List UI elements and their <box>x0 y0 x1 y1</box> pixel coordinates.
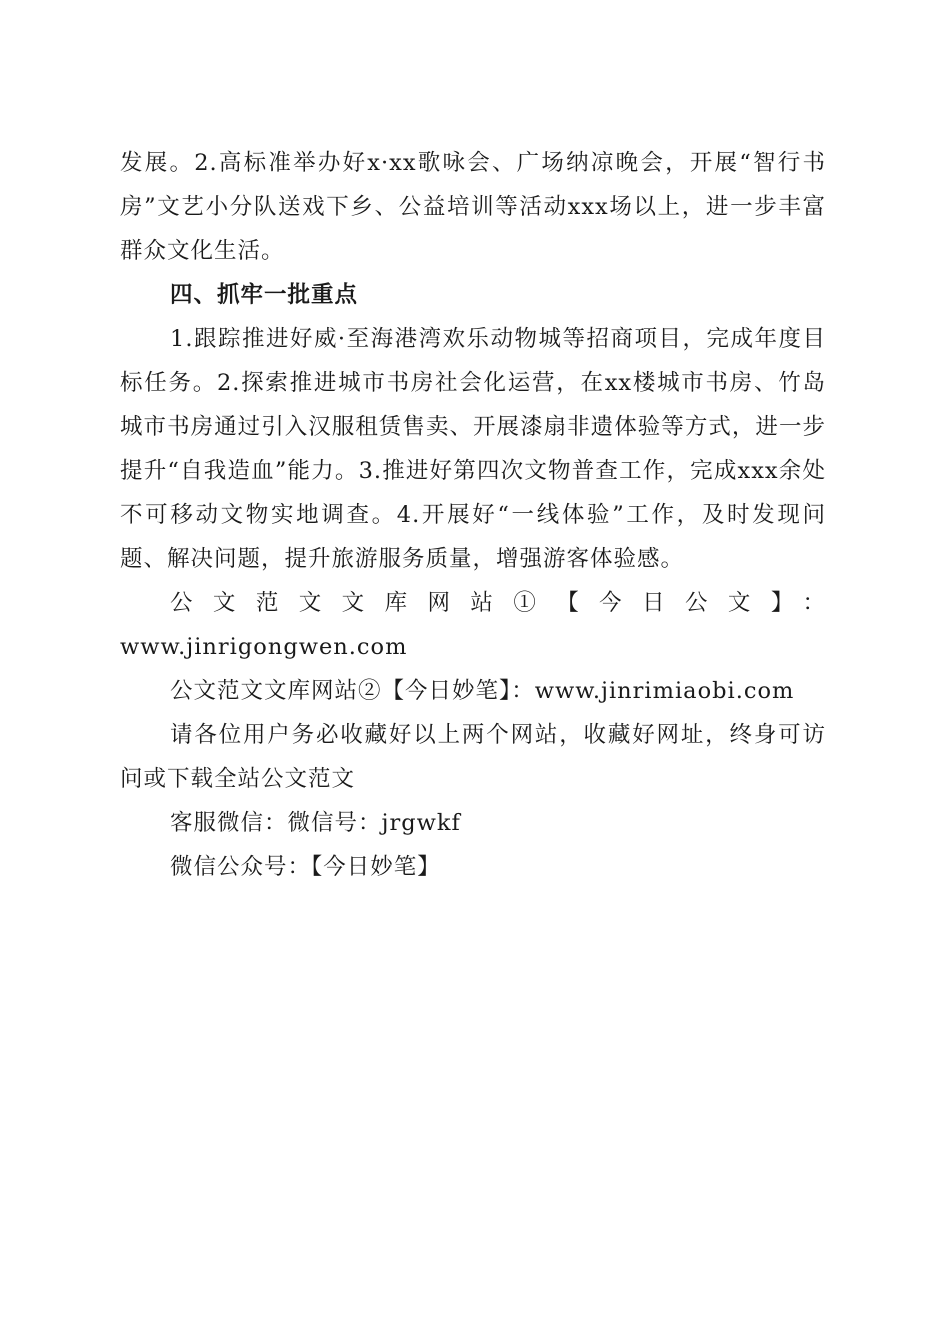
wechat-official-account: 微信公众号：【今日妙笔】 <box>170 854 441 880</box>
site1-label: 公文范文文库网站①【今日公文】： <box>170 590 826 616</box>
paragraph-key-points: 1.跟踪推进好威·至海港湾欢乐动物城等招商项目，完成年度目标任务。2.探索推进城市书房社会化运营，在xx楼城市书房、竹岛城市书房通过引入汉服租赁售卖、开展漆扇非遗体验等方式，进一步提升“自我造血”能力。3.推进好第四次文物普查工作，完成xxx余处不可移动文物实地调查。4.开展好“一线体验”工作，及时发现问题、解决问题，提升旅游服务质量，增强游客体验感。 <box>120 326 826 572</box>
site1-url[interactable]: www.jinrigongwen.com <box>120 634 408 660</box>
paragraph-continuation: 发展。2.高标准举办好x·xx歌咏会、广场纳凉晚会，开展“智行书房”文艺小分队送戏下乡、公益培训等活动xxx场以上，进一步丰富群众文化生活。 <box>120 150 826 264</box>
section-heading: 四、抓牢一批重点 <box>170 282 359 308</box>
document-body <box>120 141 826 889</box>
customer-service-wechat: 客服微信：微信号：jrgwkf <box>170 810 461 836</box>
reminder-text: 请各位用户务必收藏好以上两个网站，收藏好网址，终身可访问或下载全站公文范文 <box>120 722 826 792</box>
site2-line[interactable]: 公文范文文库网站②【今日妙笔】：www.jinrimiaobi.com <box>170 678 795 704</box>
